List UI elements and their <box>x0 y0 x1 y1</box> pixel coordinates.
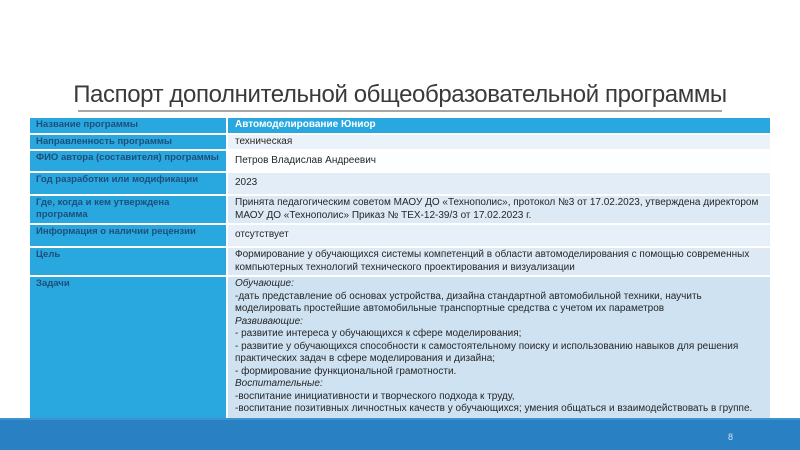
row-value: техническая <box>228 135 770 150</box>
row-value: Принята педагогическим советом МАОУ ДО «Технополис», протокол №3 от 17.02.2023, утверждена директором МАОУ ДО «Технополис» Приказ № ТЕХ-12-39/3 от 17.02.2023 г. <box>228 196 770 223</box>
tasks-section-heading: Обучающие: <box>235 278 294 289</box>
task-item: - формирование функциональной грамотности. <box>235 365 457 377</box>
footer-bar <box>0 418 800 450</box>
table-row <box>30 135 770 150</box>
table-row <box>30 196 770 223</box>
task-item: - развитие интереса у обучающихся к сфере моделирования; <box>235 328 522 339</box>
tasks-section-heading: Воспитательные: <box>235 378 323 389</box>
row-label: Цель <box>30 248 226 275</box>
row-value: Петров Владислав Андреевич <box>228 151 770 171</box>
table-row <box>30 151 770 171</box>
table-row <box>30 248 770 275</box>
task-item: -воспитание инициативности и творческого подхода к труду, <box>235 390 515 402</box>
table-row <box>30 225 770 246</box>
program-passport-table <box>30 118 770 421</box>
row-label: Где, когда и кем утверждена программа <box>30 196 226 223</box>
row-label: Направленность программы <box>30 135 226 150</box>
table-row <box>30 277 770 419</box>
task-item: - развитие у обучающихся способности к самостоятельному поиску и использованию навыков для решения практических задач в сфере моделирования и дизайна; <box>235 340 739 364</box>
row-label: ФИО автора (составителя) программы <box>30 151 226 171</box>
task-item: -воспитание позитивных личностных качеств у обучающихся; умения общаться и взаимодействовать в группе. <box>235 403 753 414</box>
page-number: 8 <box>727 432 733 442</box>
tasks-section-heading: Развивающие: <box>235 315 303 327</box>
page-title: Паспорт дополнительной общеобразовательной программы <box>73 81 727 108</box>
row-label: Информация о наличии рецензии <box>30 225 226 246</box>
task-item: -дать представление об основах устройства, дизайна стандартной автомобильной техники, научить моделировать простейшие автомобильные транспортные средства с учетом их параметров <box>235 290 702 314</box>
row-value: Формирование у обучающихся системы компетенций в области автомоделирования с помощью современных компьютерных технологий технического проектирования и визуализации <box>228 248 770 275</box>
row-label: Название программы <box>30 118 226 133</box>
row-value: отсутствует <box>228 225 770 246</box>
tasks-cell <box>228 277 770 419</box>
table-row <box>30 173 770 194</box>
row-label: Задачи <box>30 277 226 419</box>
title-underline <box>78 110 722 112</box>
table-row <box>30 118 770 133</box>
row-value: 2023 <box>228 173 770 194</box>
row-value: Автомоделирование Юниор <box>228 118 770 133</box>
row-label: Год разработки или модификации <box>30 173 226 194</box>
